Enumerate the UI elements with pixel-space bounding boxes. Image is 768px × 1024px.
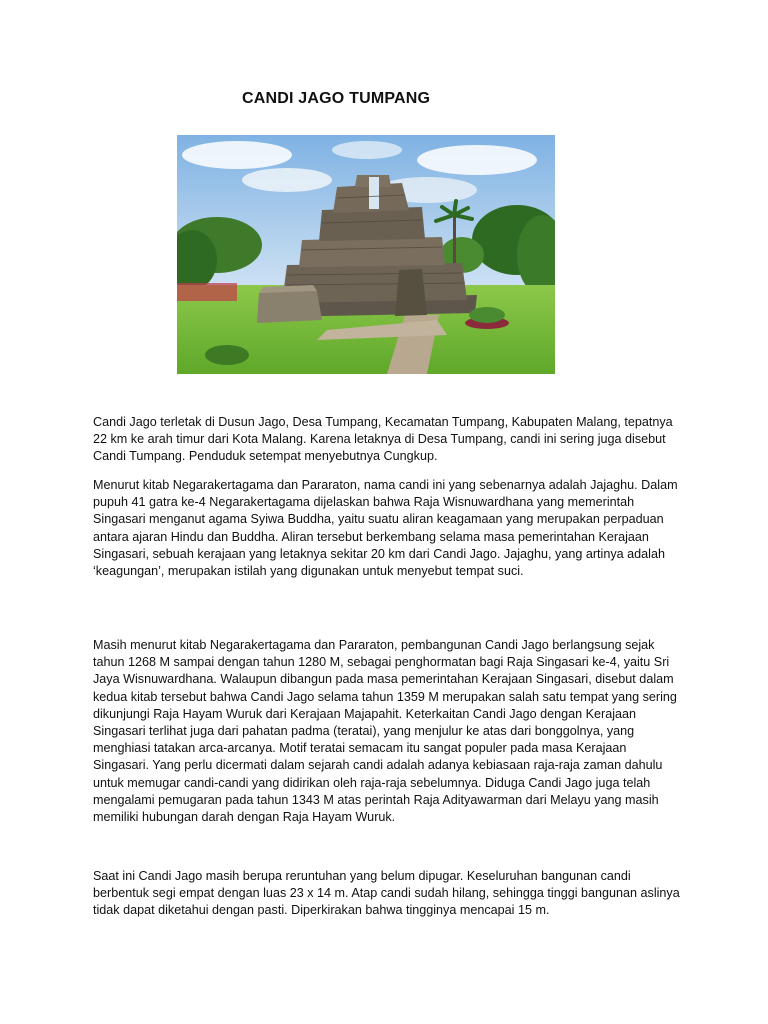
- paragraph-origin-name: Menurut kitab Negarakertagama dan Pararaton, nama candi ini yang sebenarnya adalah Jajaghu. Dalam pupuh 41 gatra ke-4 Negarakertagama dijelaskan bahwa Raja Wisnuwardhana yang memerintah Singasari menganut agama Syiwa Buddha, yaitu suatu aliran keagamaan yang merupakan perpaduan antara ajaran Hindu dan Buddha. Aliran tersebut berkembang selama masa pemerintahan Kerajaan Singasari, sebuah kerajaan yang letaknya sekitar 20 km dari Candi Jago. Jajaghu, yang artinya adalah ‘keagungan’, merupakan istilah yang digunakan untuk menyebut tempat suci.: [93, 478, 678, 579]
- paragraph-location: Candi Jago terletak di Dusun Jago, Desa Tumpang, Kecamatan Tumpang, Kabupaten Malang, tepatnya 22 km ke arah timur dari Kota Malang. Karena letaknya di Desa Tumpang, candi ini sering juga disebut Candi Tumpang. Penduduk setempat menyebutnya Cungkup.: [93, 415, 673, 464]
- paragraph-history: Masih menurut kitab Negarakertagama dan Pararaton, pembangunan Candi Jago berlangsung sejak tahun 1268 M sampai dengan tahun 1280 M, sebagai penghormatan bagi Raja Singasari ke-4, yaitu Sri Jaya Wisnuwardhana. Walaupun dibangun pada masa pemerintahan Kerajaan Singasari, disebut dalam kedua kitab tersebut bahwa Candi Jago selama tahun 1359 M merupakan salah satu tempat yang sering dikunjungi Raja Hayam Wuruk dari Kerajaan Majapahit. Keterkaitan Candi Jago dengan Kerajaan Singasari terlihat juga dari pahatan padma (teratai), yang menjulur ke atas dari bonggolnya, yang menghiasi tatakan arca-arcanya. Motif teratai semacam itu sangat populer pada masa Kerajaan Singasari. Yang perlu dicermati dalam sejarah candi adalah adanya kebiasaan raja-raja zaman dahulu untuk memugar candi-candi yang didirikan oleh raja-raja sebelumnya. Diduga Candi Jago juga telah mengalami pemugaran pada tahun 1343 M atas perintah Raja Adityawarman dari Melayu yang masih memiliki hubungan darah dengan Raja Hayam Wuruk.: [93, 638, 677, 825]
- paragraph-current-state: Saat ini Candi Jago masih berupa reruntuhan yang belum dipugar. Keseluruhan bangunan candi berbentuk segi empat dengan luas 23 x 14 m. Atap candi sudah hilang, sehingga tinggi bangunan aslinya tidak dapat diketahui dengan pasti. Diperkirakan bahwa tingginya mencapai 15 m.: [93, 869, 680, 918]
- temple-photo: [177, 135, 555, 374]
- page-title: CANDI JAGO TUMPANG: [242, 90, 431, 107]
